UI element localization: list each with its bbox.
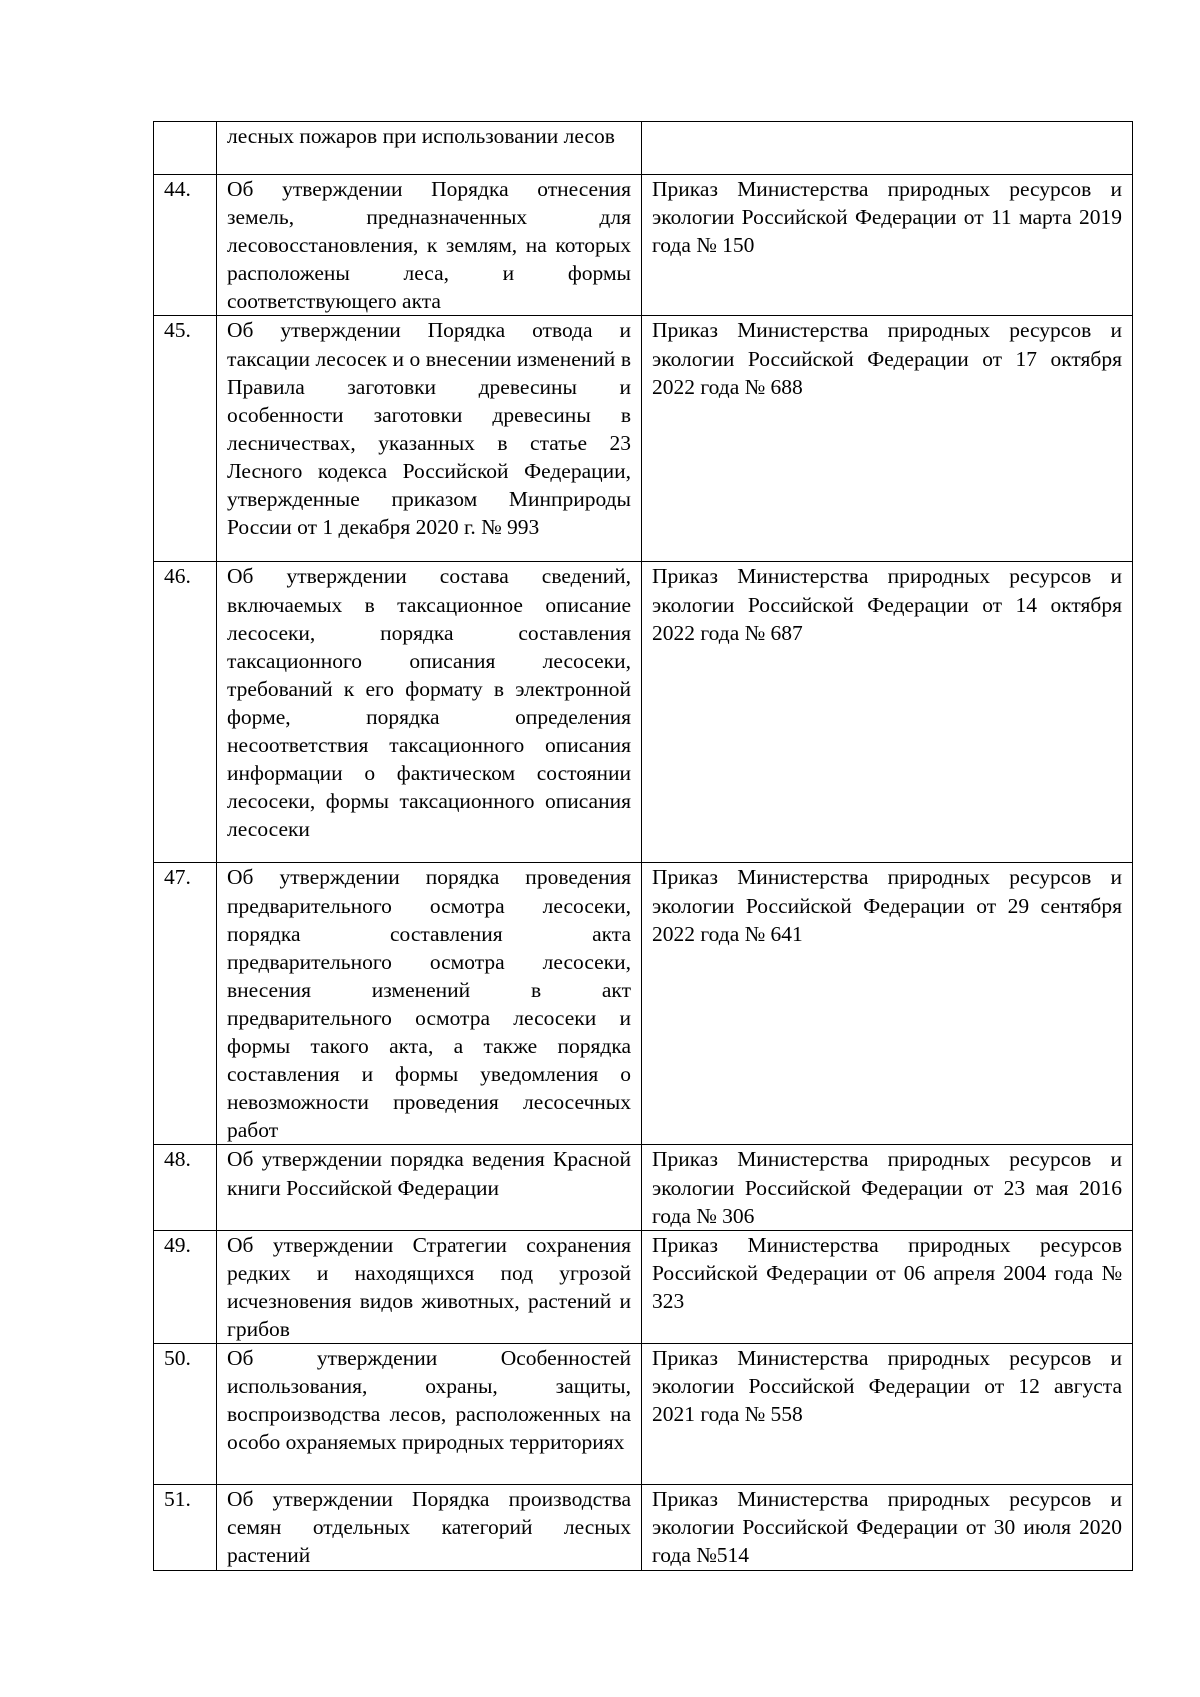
table-row: [154, 863, 1133, 1145]
row-number: 44.: [154, 175, 217, 316]
document-title: Об утверждении порядка ведения Красной книги Российской Федерации: [217, 1145, 642, 1230]
document-title: Об утверждении Особенностей использования, охраны, защиты, воспроизводства лесов, расположенных на особо охраняемых природных территориях: [217, 1344, 642, 1485]
row-number: [154, 122, 217, 175]
table-row: [154, 316, 1133, 562]
row-number: 47.: [154, 863, 217, 1145]
table-row: [154, 122, 1133, 175]
document-title: Об утверждении Порядка производства семян отдельных категорий лесных растений: [217, 1485, 642, 1571]
document-title: лесных пожаров при использовании лесов: [217, 122, 642, 175]
document-title: Об утверждении состава сведений, включаемых в таксационное описание лесосеки, порядка составления таксационного описания лесосеки, требований к его формату в электронной форме, порядка определения несоответствия таксационного описания информации о фактическом состоянии лесосеки, формы таксационного описания лесосеки: [217, 562, 642, 863]
document-title: Об утверждении Порядка отнесения земель, предназначенных для лесовосстановления, к землям, на которых расположены леса, и формы соответствующего акта: [217, 175, 642, 316]
table-row: [154, 1230, 1133, 1343]
document-title: Об утверждении Порядка отвода и таксации лесосек и о внесении изменений в Правила заготовки древесины и особенности заготовки древесины в лесничествах, указанных в статье 23 Лесного кодекса Российской Федерации, утвержденные приказом Минприроды России от 1 декабря 2020 г. № 993: [217, 316, 642, 562]
row-number: 46.: [154, 562, 217, 863]
document-reference: Приказ Министерства природных ресурсов и экологии Российской Федерации от 12 августа 2021 года № 558: [642, 1344, 1133, 1485]
table-row: [154, 562, 1133, 863]
document-reference: Приказ Министерства природных ресурсов и экологии Российской Федерации от 11 марта 2019 года № 150: [642, 175, 1133, 316]
document-reference: Приказ Министерства природных ресурсов и экологии Российской Федерации от 30 июля 2020 года №514: [642, 1485, 1133, 1571]
document-reference: [642, 122, 1133, 175]
document-reference: Приказ Министерства природных ресурсов и экологии Российской Федерации от 14 октября 2022 года № 687: [642, 562, 1133, 863]
row-number: 51.: [154, 1485, 217, 1571]
table-row: [154, 1145, 1133, 1230]
document-reference: Приказ Министерства природных ресурсов и экологии Российской Федерации от 29 сентября 2022 года № 641: [642, 863, 1133, 1145]
table-row: [154, 1344, 1133, 1485]
row-number: 48.: [154, 1145, 217, 1230]
table-row: [154, 175, 1133, 316]
row-number: 49.: [154, 1230, 217, 1343]
row-number: 45.: [154, 316, 217, 562]
document-title: Об утверждении Стратегии сохранения редких и находящихся под угрозой исчезновения видов животных, растений и грибов: [217, 1230, 642, 1343]
document-reference: Приказ Министерства природных ресурсов Российской Федерации от 06 апреля 2004 года № 323: [642, 1230, 1133, 1343]
document-reference: Приказ Министерства природных ресурсов и экологии Российской Федерации от 23 мая 2016 года № 306: [642, 1145, 1133, 1230]
row-number: 50.: [154, 1344, 217, 1485]
regulations-table: [153, 121, 1133, 1571]
regulations-table-body: [154, 122, 1133, 1571]
document-title: Об утверждении порядка проведения предварительного осмотра лесосеки, порядка составления акта предварительного осмотра лесосеки, внесения изменений в акт предварительного осмотра лесосеки и формы такого акта, а также порядка составления и формы уведомления о невозможности проведения лесосечных работ: [217, 863, 642, 1145]
document-reference: Приказ Министерства природных ресурсов и экологии Российской Федерации от 17 октября 2022 года № 688: [642, 316, 1133, 562]
table-row: [154, 1485, 1133, 1571]
